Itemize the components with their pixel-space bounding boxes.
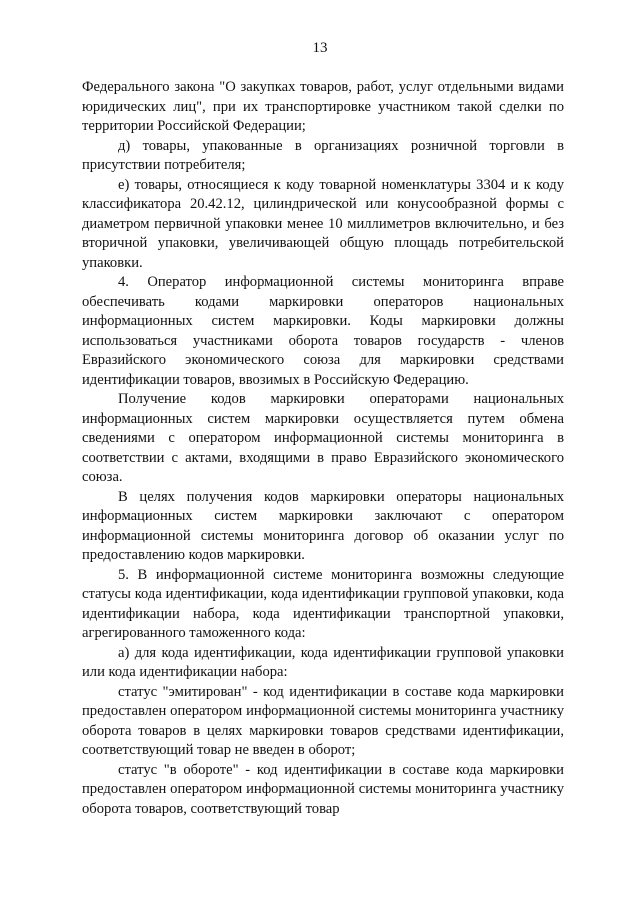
- paragraph-1: Федерального закона "О закупках товаров, работ, услуг отдельными видами юридических лиц", при их транспортировке участником такой сделки по территории Российской Федерации;: [82, 79, 564, 134]
- paragraph-4: 4. Оператор информационной системы мониторинга вправе обеспечивать кодами маркировки операторов национальных информационных систем маркировки. Коды маркировки должны использоваться участниками оборота товаров государств - членов Евразийского экономического союза для маркировки средствами идентификации товаров, ввозимых в Российскую Федерацию.: [82, 274, 564, 388]
- paragraph-6: В целях получения кодов маркировки операторы национальных информационных систем маркировки заключают с оператором информационной системы мониторинга договор об оказании услуг по предоставлению кодов маркировки.: [82, 488, 564, 563]
- paragraph-8: а) для кода идентификации, кода идентификации групповой упаковки или кода идентификации набора:: [82, 644, 564, 680]
- page-number: 13: [312, 40, 328, 56]
- paragraph-9: статус "эмитирован" - код идентификации в составе кода маркировки предоставлен оператором информационной системы мониторинга участнику оборота товаров в целях маркировки товаров средствами идентификации, соответствующий товар не введен в оборот;: [82, 683, 564, 758]
- paragraph-10: статус "в обороте" - код идентификации в составе кода маркировки предоставлен оператором информационной системы мониторинга участнику оборота товаров, соответствующий товар: [82, 761, 564, 817]
- paragraph-2: д) товары, упакованные в организациях розничной торговли в присутствии потребителя;: [82, 137, 564, 173]
- paragraph-7: 5. В информационной системе мониторинга возможны следующие статусы кода идентификации, кода идентификации групповой упаковки, кода идентификации набора, кода идентификации транспортной упаковки, агрегированного таможенного кода:: [82, 566, 564, 641]
- paragraph-3: е) товары, относящиеся к коду товарной номенклатуры 3304 и к коду классификатора 20.42.12, цилиндрической или конусообразной формы с диаметром первичной упаковки менее 10 миллиметров включительно, и без вторичной упаковки, увеличивающей общую площадь потребительской упаковки.: [82, 176, 564, 271]
- paragraph-5: Получение кодов маркировки операторами национальных информационных систем маркировки осуществляется путем обмена сведениями с оператором информационной системы мониторинга в соответствии с актами, входящими в право Евразийского экономического союза.: [82, 391, 564, 485]
- document-body: [82, 78, 564, 819]
